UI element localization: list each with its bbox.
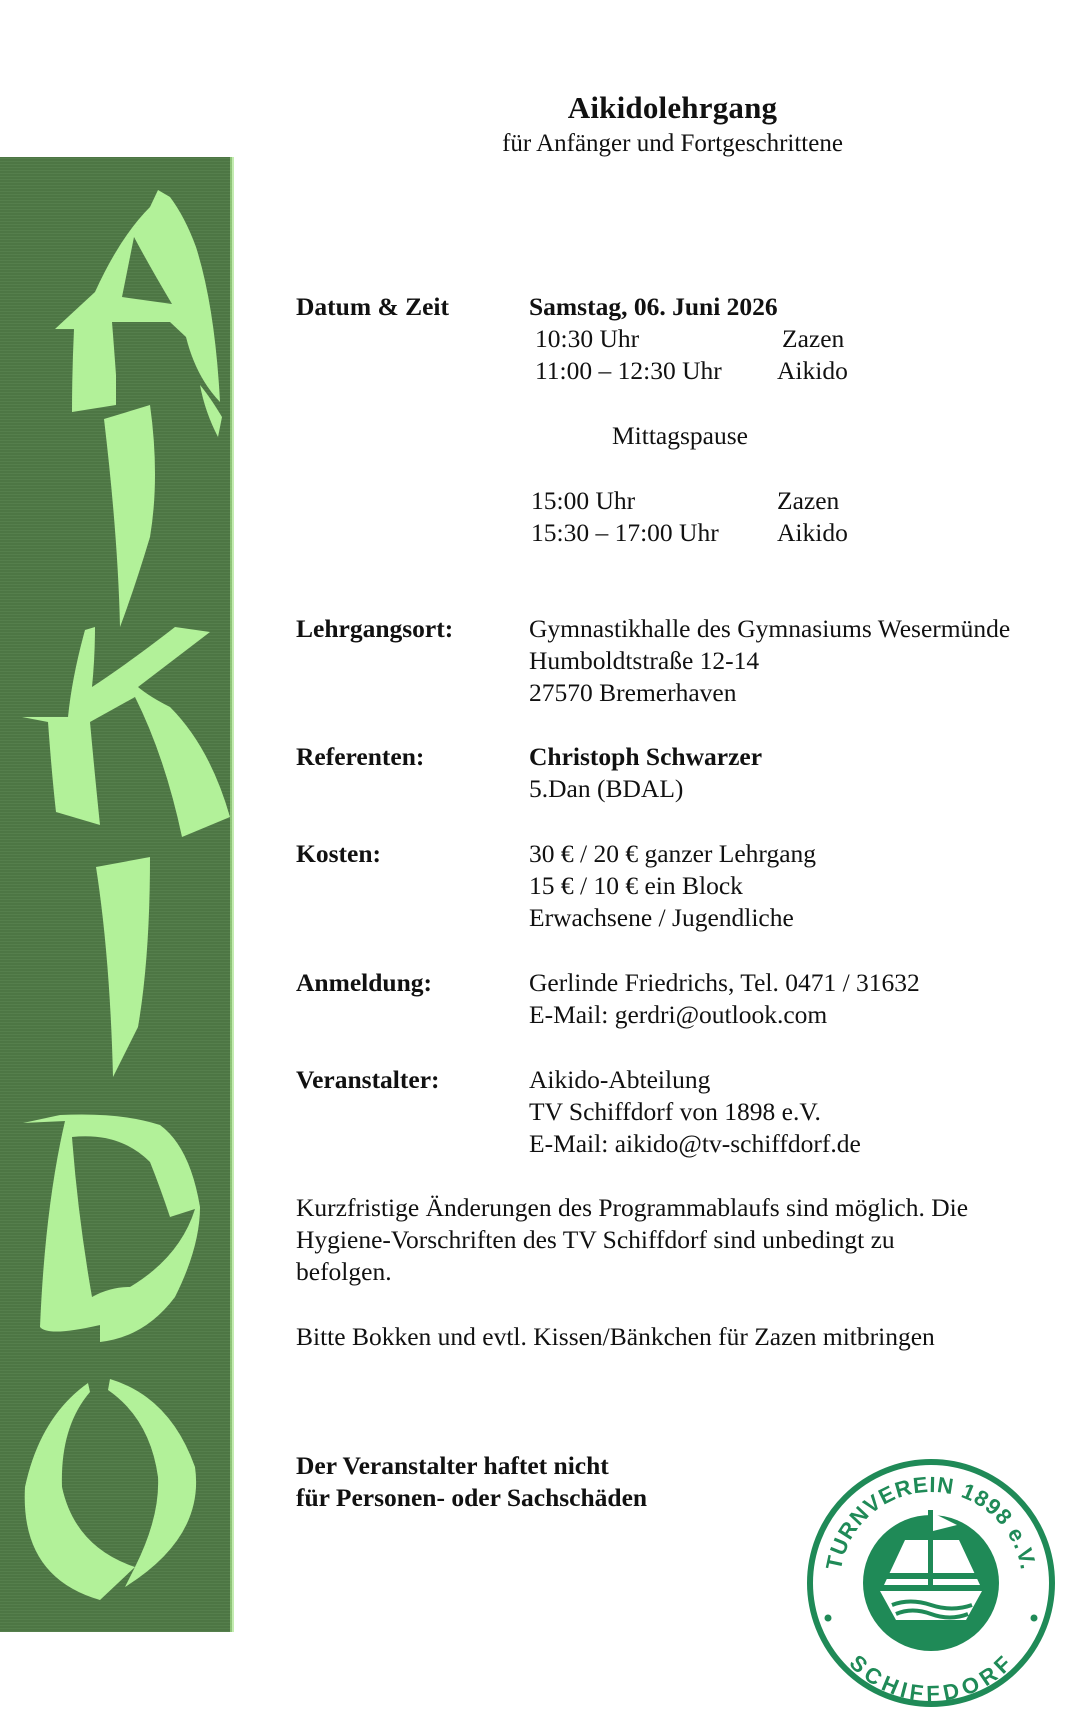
aikido-calligraphy-icon [0, 157, 232, 1632]
schedule-activity-2: Aikido [777, 356, 848, 385]
svg-text:SCHIFFDORF [845, 1650, 1018, 1706]
schedule-time-2: 11:00 – 12:30 Uhr [535, 356, 722, 385]
bring-note: Bitte Bokken und evtl. Kissen/Bänkchen für Zazen mitbringen [296, 1322, 935, 1351]
club-emblem-icon [800, 1455, 1062, 1710]
speaker-name: Christoph Schwarzer [529, 742, 763, 771]
logo-top-text: TURNVEREIN 1898 e.V. [820, 1471, 1041, 1573]
notes-line-1: Kurzfristige Änderungen des Programmablaufs sind möglich. Die [296, 1193, 969, 1222]
page-subtitle: für Anfänger und Fortgeschrittene [502, 130, 843, 157]
costs-line-3: Erwachsene / Jugendliche [529, 903, 794, 932]
registration-contact: Gerlinde Friedrichs, Tel. 0471 / 31632 [529, 968, 920, 997]
organizer-label: Veranstalter: [296, 1065, 440, 1094]
schedule-time-1: 10:30 Uhr [535, 324, 640, 353]
speaker-rank: 5.Dan (BDAL) [529, 774, 684, 803]
location-line-2: Humboldtstraße 12-14 [529, 646, 760, 675]
schedule-activity-1: Zazen [782, 324, 845, 353]
location-line-1: Gymnastikhalle des Gymnasiums Wesermünde [529, 614, 1011, 643]
costs-label: Kosten: [296, 839, 381, 868]
registration-email[interactable]: E-Mail: gerdri@outlook.com [529, 1000, 828, 1029]
schedule-time-4: 15:30 – 17:00 Uhr [531, 518, 719, 547]
location-line-3: 27570 Bremerhaven [529, 678, 737, 707]
club-logo [800, 1455, 1062, 1710]
costs-line-2: 15 € / 10 € ein Block [529, 871, 743, 900]
organizer-line-1: Aikido-Abteilung [529, 1065, 711, 1094]
registration-label: Anmeldung: [296, 968, 433, 997]
page-title: Aikidolehrgang [567, 90, 778, 125]
disclaimer-line-1: Der Veranstalter haftet nicht [296, 1451, 609, 1480]
disclaimer-line-2: für Personen- oder Sachschäden [296, 1483, 648, 1512]
logo-bottom-text: SCHIFFDORF [844, 1649, 1018, 1707]
schedule-label: Datum & Zeit [296, 292, 449, 321]
banner-edge [230, 157, 234, 1632]
organizer-line-2: TV Schiffdorf von 1898 e.V. [529, 1097, 821, 1126]
schedule-activity-4: Aikido [777, 518, 848, 547]
organizer-email[interactable]: E-Mail: aikido@tv-schiffdorf.de [529, 1129, 861, 1158]
schedule-time-3: 15:00 Uhr [531, 486, 636, 515]
schedule-break: Mittagspause [612, 421, 748, 450]
notes-line-2: Hygiene-Vorschriften des TV Schiffdorf sind unbedingt zu [296, 1225, 895, 1254]
schedule-date: Samstag, 06. Juni 2026 [529, 292, 778, 321]
schedule-activity-3: Zazen [777, 486, 840, 515]
speakers-label: Referenten: [296, 742, 425, 771]
notes-line-3: befolgen. [296, 1257, 392, 1286]
location-label: Lehrgangsort: [296, 614, 454, 643]
costs-line-1: 30 € / 20 € ganzer Lehrgang [529, 839, 817, 868]
aikido-banner [0, 157, 232, 1632]
